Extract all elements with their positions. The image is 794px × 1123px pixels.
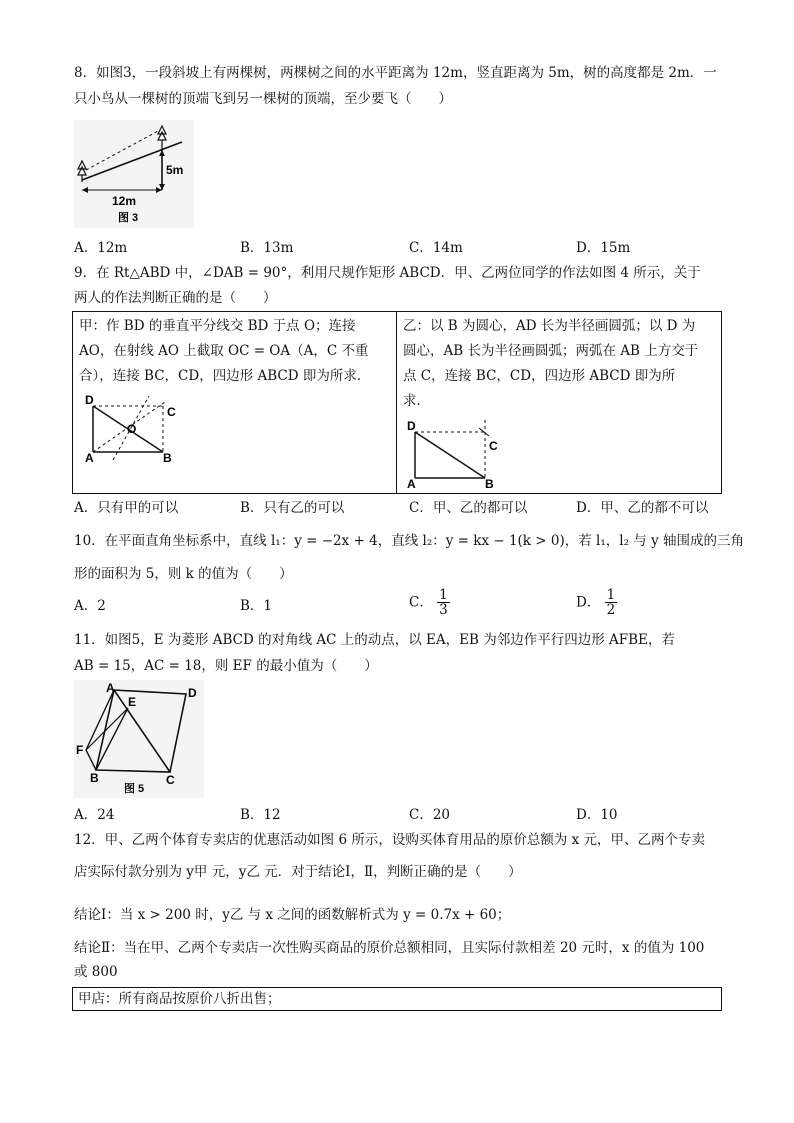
yi-label-b: B xyxy=(485,477,494,491)
jia-label-b: B xyxy=(163,451,172,464)
jia-label-o: O xyxy=(127,422,137,436)
q10-option-c-fraction: $\frac{1}{3}$ xyxy=(439,587,448,618)
q9-option-b[interactable]: B．只有乙的可以 xyxy=(240,500,345,516)
q8-option-b[interactable]: B．13m xyxy=(240,240,294,256)
q11-options xyxy=(74,805,734,825)
q9-option-c[interactable]: C．甲、乙的都可以 xyxy=(409,500,528,516)
q8-option-d[interactable]: D．15m xyxy=(576,240,631,256)
yi-label-d: D xyxy=(407,419,416,433)
q8-options xyxy=(74,238,734,258)
q12-conclusion-2-line2: 或 800 xyxy=(74,964,118,980)
q11-stem-line1: 11．如图5，E 为菱形 ABCD 的对角线 AC 上的动点，以 EA，EB 为邻边作平行四边形 AFBE，若 xyxy=(74,632,675,648)
q8-stem-line2: 只小鸟从一棵树的顶端飞到另一棵树的顶端，至少要飞（ ） xyxy=(74,91,452,107)
q9-stem-line1: 9．在 Rt△ABD 中，∠DAB = 90°，利用尺规作矩形 ABCD．甲、乙两位同学的作法如图 4 所示，关于 xyxy=(74,265,701,281)
fig3-label-12m: 12m xyxy=(112,194,137,208)
q9-option-a[interactable]: A．只有甲的可以 xyxy=(74,500,179,516)
q8-option-c[interactable]: C．14m xyxy=(409,240,463,256)
q10-option-d-fraction: $\frac{1}{2}$ xyxy=(606,587,616,618)
q9-yi-line1: 乙：以 B 为圆心，AD 长为半径画圆弧；以 D 为 xyxy=(403,318,696,334)
q9-jia-text xyxy=(79,314,370,389)
q12-stem-line1: 12．甲、乙两个体育专卖店的优惠活动如图 6 所示，设购买体育用品的原价总额为 x 元，甲、乙两个专卖 xyxy=(74,832,706,848)
q9-jia-line2: AO，在射线 AO 上截取 OC = OA（A，C 不重 xyxy=(79,343,369,359)
fig5-label-f: F xyxy=(76,743,84,757)
yi-label-c: C xyxy=(489,439,498,453)
q11-option-c[interactable]: C．20 xyxy=(409,807,451,823)
q9-stem-line2: 两人的作法判断正确的是（ ） xyxy=(74,290,277,306)
fig5-label-e: E xyxy=(128,695,137,709)
fig3-caption: 图 3 xyxy=(118,212,139,224)
q12-conclusion-1: 结论Ⅰ：当 x > 200 时，y乙 与 x 之间的函数解析式为 y = 0.7x + 60； xyxy=(74,907,511,923)
q9-methods-table xyxy=(72,311,722,494)
q9-yi-line4: 求． xyxy=(403,393,430,409)
q12-store-jia-text: 甲店：所有商品按原价八折出售； xyxy=(78,991,281,1007)
fig5-label-d: D xyxy=(188,686,197,700)
q10-option-d[interactable]: D． $\frac{1}{2}$ xyxy=(576,587,616,618)
q9-options xyxy=(74,498,734,518)
q8-option-a[interactable]: A．12m xyxy=(74,240,128,256)
q11-option-a[interactable]: A．24 xyxy=(74,807,115,823)
figure-5 xyxy=(74,680,204,798)
q9-option-d[interactable]: D．甲、乙的都不可以 xyxy=(576,500,709,516)
q9-jia-line3: 合），连接 BC，CD，四边形 ABCD 即为所求． xyxy=(79,368,371,384)
q8-stem-line1: 8．如图3，一段斜坡上有两棵树，两棵树之间的水平距离为 12m，竖直距离为 5m，树的高度都是 2m．一 xyxy=(74,65,717,81)
q11-stem-line2: AB = 15，AC = 18，则 EF 的最小值为（ ） xyxy=(74,658,378,674)
fig5-label-c: C xyxy=(166,773,175,787)
q9-jia-line1: 甲：作 BD 的垂直平分线交 BD 于点 O；连接 xyxy=(79,318,356,334)
figure-3 xyxy=(74,120,194,228)
q12-conclusion-2-line1: 结论Ⅱ：当在甲、乙两个专卖店一次性购买商品的原价总额相同，且实际付款相差 20 元时，x 的值为 100 xyxy=(74,940,705,956)
q9-yi-line2: 圆心，AB 长为半径画圆弧；两弧在 AB 上方交于 xyxy=(403,343,699,359)
q10-stem-line1: 10．在平面直角坐标系中，直线 l₁：y = −2x + 4，直线 l₂：y = kx − 1(k > 0)，若 l₁，l₂ 与 y 轴围成的三角 xyxy=(74,533,744,549)
q9-jia-figure xyxy=(83,392,183,464)
fig5-label-a: A xyxy=(106,681,115,695)
q10-option-a[interactable]: A．2 xyxy=(74,598,106,614)
q12-store-jia-box xyxy=(72,987,722,1011)
yi-label-a: A xyxy=(407,477,416,491)
jia-label-c: C xyxy=(167,405,176,419)
q12-stem-line2: 店实际付款分别为 y甲 元，y乙 元．对于结论Ⅰ，Ⅱ，判断正确的是（ ） xyxy=(74,864,522,880)
fig3-label-5m: 5m xyxy=(166,163,184,177)
jia-label-d: D xyxy=(85,393,94,407)
q9-yi-text xyxy=(403,314,698,414)
jia-label-a: A xyxy=(85,451,94,464)
q10-stem-line2: 形的面积为 5，则 k 的值为（ ） xyxy=(74,566,293,582)
q9-yi-figure xyxy=(405,416,505,492)
fig5-caption: 图 5 xyxy=(124,783,145,795)
q10-option-b[interactable]: B．1 xyxy=(240,598,273,614)
q9-yi-line3: 点 C，连接 BC，CD，四边形 ABCD 即为所 xyxy=(403,368,676,384)
q11-option-d[interactable]: D．10 xyxy=(576,807,618,823)
q10-option-c[interactable]: C． $\frac{1}{3}$ xyxy=(409,587,448,618)
q11-option-b[interactable]: B．12 xyxy=(240,807,281,823)
fig5-label-b: B xyxy=(90,771,99,785)
